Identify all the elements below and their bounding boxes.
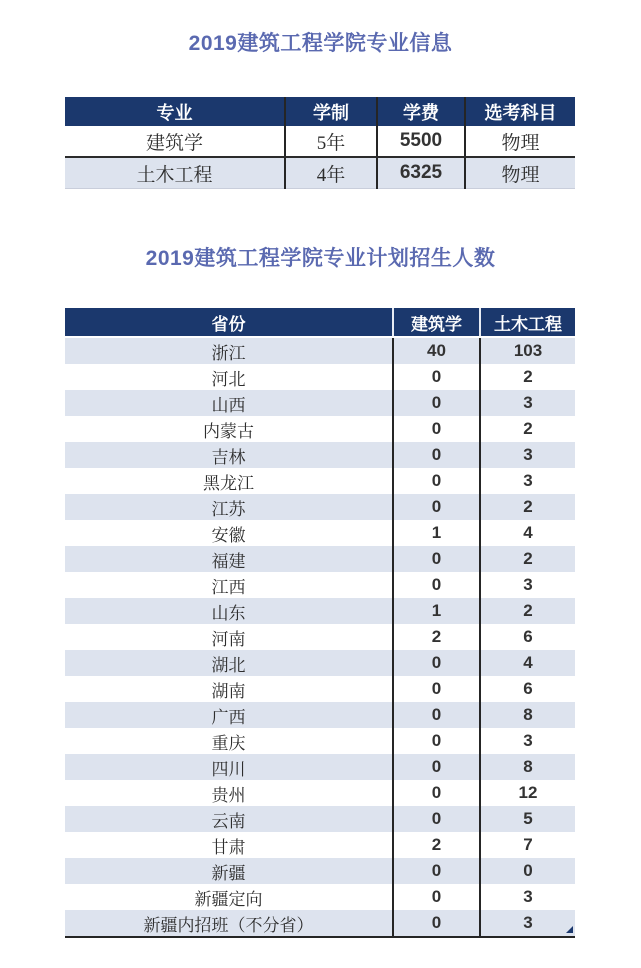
cell-architecture-count: 0 — [393, 468, 480, 494]
cell-civil-engineering-count: 3 — [480, 468, 575, 494]
cell-civil-engineering-count: 2 — [480, 364, 575, 390]
cell-architecture-count: 0 — [393, 494, 480, 520]
cell-major: 土木工程 — [65, 157, 285, 189]
table-row — [65, 494, 575, 520]
enrollment-table-body — [65, 337, 575, 937]
cell-province: 广西 — [211, 707, 246, 727]
table-row — [65, 126, 575, 157]
cell-civil-engineering-count: 8 — [480, 702, 575, 728]
cell-civil-engineering-count: 3 — [480, 728, 575, 754]
cell-architecture-count: 0 — [393, 546, 480, 572]
cell-civil-engineering-count: 3 — [480, 910, 575, 937]
cell-tuition: 6325 — [377, 157, 465, 189]
cell-architecture-count: 0 — [393, 728, 480, 754]
cell-province: 河北 — [211, 369, 246, 389]
cell-province: 福建 — [211, 551, 246, 571]
table-row — [65, 702, 575, 728]
cell-civil-engineering-count: 3 — [480, 572, 575, 598]
col-header-subjects: 选考科目 — [465, 97, 575, 126]
cell-architecture-count: 0 — [393, 676, 480, 702]
cell-architecture-count: 2 — [393, 832, 480, 858]
table-row — [65, 650, 575, 676]
cell-civil-engineering-count: 2 — [480, 494, 575, 520]
cell-province: 湖北 — [211, 655, 246, 675]
table-row — [65, 858, 575, 884]
table-row — [65, 624, 575, 650]
col-header-province: 省份 — [65, 308, 393, 337]
col-header-architecture: 建筑学 — [393, 308, 480, 337]
table-row — [65, 337, 575, 364]
cell-civil-engineering-count: 3 — [480, 442, 575, 468]
cell-civil-engineering-count: 0 — [480, 858, 575, 884]
table-row — [65, 676, 575, 702]
cell-architecture-count: 0 — [393, 702, 480, 728]
cell-province: 甘肃 — [211, 837, 246, 857]
cell-province: 浙江 — [211, 343, 246, 363]
cell-architecture-count: 1 — [393, 598, 480, 624]
cell-architecture-count: 40 — [393, 337, 480, 364]
cell-province: 重庆 — [211, 733, 246, 753]
cell-architecture-count: 0 — [393, 442, 480, 468]
table-row — [65, 780, 575, 806]
cell-tuition: 5500 — [377, 126, 465, 157]
cell-architecture-count: 0 — [393, 910, 480, 937]
enrollment-plan-title: 2019建筑工程学院专业计划招生人数 — [145, 247, 496, 270]
cell-civil-engineering-count: 2 — [480, 598, 575, 624]
enrollment-header-row — [65, 308, 575, 337]
table-row — [65, 754, 575, 780]
cell-civil-engineering-count: 2 — [480, 416, 575, 442]
cell-architecture-count: 0 — [393, 364, 480, 390]
col-header-tuition: 学费 — [377, 97, 465, 126]
cell-province: 四川 — [211, 759, 246, 779]
col-header-major: 专业 — [65, 97, 285, 126]
cell-architecture-count: 0 — [393, 858, 480, 884]
table-row — [65, 806, 575, 832]
cell-province: 新疆定向 — [194, 889, 263, 909]
cell-province: 新疆内招班（不分省） — [65, 910, 393, 937]
cell-province: 内蒙古 — [203, 421, 254, 441]
table-row — [65, 884, 575, 910]
cell-civil-engineering-count: 3 — [480, 390, 575, 416]
cell-civil-engineering-count: 5 — [480, 806, 575, 832]
cell-province: 新疆 — [211, 863, 246, 883]
table-row — [65, 598, 575, 624]
cell-province: 山西 — [211, 395, 246, 415]
table-row — [65, 572, 575, 598]
table-row — [65, 468, 575, 494]
cell-architecture-count: 0 — [393, 754, 480, 780]
cell-civil-engineering-count: 6 — [480, 676, 575, 702]
cell-civil-engineering-count: 12 — [480, 780, 575, 806]
cell-province: 吉林 — [211, 447, 246, 467]
cell-architecture-count: 1 — [393, 520, 480, 546]
cell-province: 贵州 — [211, 785, 246, 805]
col-header-civil-engineering: 土木工程 — [480, 308, 575, 337]
cell-civil-engineering-count: 4 — [480, 650, 575, 676]
major-info-title: 2019建筑工程学院专业信息 — [188, 32, 453, 55]
cell-architecture-count: 2 — [393, 624, 480, 650]
cell-province: 湖南 — [211, 681, 246, 701]
cell-province: 云南 — [211, 811, 246, 831]
cell-civil-engineering-count: 6 — [480, 624, 575, 650]
enrollment-table-wrapper — [0, 308, 641, 938]
cell-civil-engineering-count: 7 — [480, 832, 575, 858]
cell-architecture-count: 0 — [393, 806, 480, 832]
major-info-table-body — [65, 126, 575, 189]
cell-province: 黑龙江 — [203, 473, 254, 493]
cell-architecture-count: 0 — [393, 416, 480, 442]
table-row — [65, 520, 575, 546]
table-row — [65, 157, 575, 189]
table-row — [65, 546, 575, 572]
table-row — [65, 728, 575, 754]
cell-architecture-count: 0 — [393, 390, 480, 416]
table-row — [65, 364, 575, 390]
cell-civil-engineering-count: 4 — [480, 520, 575, 546]
cell-architecture-count: 0 — [393, 884, 480, 910]
table-row — [65, 390, 575, 416]
table-row — [65, 416, 575, 442]
cell-architecture-count: 0 — [393, 780, 480, 806]
cell-subjects: 物理 — [465, 157, 575, 189]
cell-duration: 4年 — [285, 157, 377, 189]
cell-subjects: 物理 — [465, 126, 575, 157]
major-info-table — [65, 97, 575, 189]
cell-province: 河南 — [211, 629, 246, 649]
cell-architecture-count: 0 — [393, 572, 480, 598]
cell-province: 江苏 — [211, 499, 246, 519]
col-header-duration: 学制 — [285, 97, 377, 126]
cell-civil-engineering-count: 8 — [480, 754, 575, 780]
table-row — [65, 832, 575, 858]
cell-province: 江西 — [211, 577, 246, 597]
cell-corner-marker-icon — [566, 926, 573, 933]
table-row — [65, 442, 575, 468]
cell-province: 山东 — [211, 603, 246, 623]
cell-civil-engineering-count: 3 — [480, 884, 575, 910]
cell-duration: 5年 — [285, 126, 377, 157]
cell-architecture-count: 0 — [393, 650, 480, 676]
enrollment-plan-table — [65, 308, 575, 938]
table-row — [65, 910, 575, 937]
cell-major: 建筑学 — [65, 126, 285, 157]
cell-civil-engineering-count: 2 — [480, 546, 575, 572]
cell-province: 安徽 — [211, 525, 246, 545]
major-info-header-row — [65, 97, 575, 126]
cell-civil-engineering-count: 103 — [480, 337, 575, 364]
